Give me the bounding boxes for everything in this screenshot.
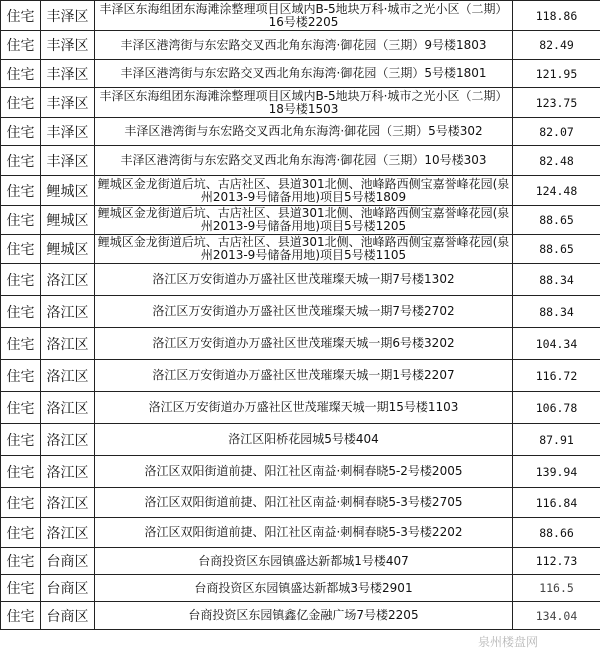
cell-type: 住宅 [1,264,41,296]
cell-district: 丰泽区 [41,88,95,118]
table-row [1,424,600,456]
cell-district: 洛江区 [41,360,95,392]
cell-address: 洛江区万安街道办万盛社区世茂璀璨天城一期7号楼2702 [95,296,513,328]
cell-type: 住宅 [1,575,41,602]
cell-type: 住宅 [1,602,41,630]
cell-address: 洛江区万安街道办万盛社区世茂璀璨天城一期1号楼2207 [95,360,513,392]
cell-district: 鲤城区 [41,235,95,264]
cell-area: 88.66 [513,518,600,548]
cell-type: 住宅 [1,548,41,575]
cell-district: 洛江区 [41,424,95,456]
cell-address: 洛江区双阳街道前捷、阳江社区南益·刺桐春晓5-3号楼2202 [95,518,513,548]
cell-area: 124.48 [513,176,600,206]
cell-district: 丰泽区 [41,118,95,146]
cell-type: 住宅 [1,488,41,518]
cell-address: 鲤城区金龙街道后坑、古店社区、县道301北侧、池峰路西侧宝嘉誉峰花园(泉州2013-9号储备用地)项目5号楼1809 [95,176,513,206]
table-row [1,176,600,206]
cell-type: 住宅 [1,392,41,424]
cell-type: 住宅 [1,88,41,118]
cell-area: 106.78 [513,392,600,424]
cell-area: 139.94 [513,456,600,488]
cell-district: 洛江区 [41,518,95,548]
cell-type: 住宅 [1,206,41,235]
table-body [1,1,600,630]
table-row [1,360,600,392]
table-row [1,488,600,518]
cell-district: 丰泽区 [41,146,95,176]
cell-address: 丰泽区港湾街与东宏路交叉西北角东海湾·御花园（三期）5号楼302 [95,118,513,146]
cell-type: 住宅 [1,456,41,488]
cell-district: 洛江区 [41,328,95,360]
cell-area: 82.07 [513,118,600,146]
cell-area: 88.65 [513,206,600,235]
cell-type: 住宅 [1,60,41,88]
table-row [1,518,600,548]
table-row [1,602,600,630]
table-row [1,456,600,488]
cell-area: 112.73 [513,548,600,575]
cell-district: 鲤城区 [41,206,95,235]
cell-area: 134.04 [513,602,600,630]
cell-district: 洛江区 [41,296,95,328]
cell-address: 洛江区万安街道办万盛社区世茂璀璨天城一期15号楼1103 [95,392,513,424]
cell-district: 鲤城区 [41,176,95,206]
table-row [1,548,600,575]
cell-type: 住宅 [1,146,41,176]
cell-district: 丰泽区 [41,60,95,88]
cell-type: 住宅 [1,296,41,328]
cell-area: 82.48 [513,146,600,176]
cell-type: 住宅 [1,176,41,206]
cell-type: 住宅 [1,1,41,31]
table-row [1,296,600,328]
cell-area: 123.75 [513,88,600,118]
cell-area: 87.91 [513,424,600,456]
table-row [1,1,600,31]
cell-address: 丰泽区港湾街与东宏路交叉西北角东海湾·御花园（三期）5号楼1801 [95,60,513,88]
cell-district: 洛江区 [41,264,95,296]
cell-area: 88.34 [513,296,600,328]
cell-area: 88.34 [513,264,600,296]
cell-area: 118.86 [513,1,600,31]
table-row [1,575,600,602]
table-row [1,31,600,60]
table-row [1,264,600,296]
cell-type: 住宅 [1,328,41,360]
cell-district: 洛江区 [41,488,95,518]
cell-area: 121.95 [513,60,600,88]
cell-type: 住宅 [1,235,41,264]
cell-address: 洛江区双阳街道前捷、阳江社区南益·刺桐春晓5-3号楼2705 [95,488,513,518]
cell-district: 洛江区 [41,392,95,424]
table-row [1,88,600,118]
cell-address: 台商投资区东园镇盛达新都城1号楼407 [95,548,513,575]
table-row [1,392,600,424]
cell-type: 住宅 [1,31,41,60]
cell-district: 丰泽区 [41,1,95,31]
cell-district: 台商区 [41,575,95,602]
cell-area: 116.72 [513,360,600,392]
cell-type: 住宅 [1,518,41,548]
table-row [1,206,600,235]
cell-address: 洛江区万安街道办万盛社区世茂璀璨天城一期7号楼1302 [95,264,513,296]
cell-type: 住宅 [1,118,41,146]
cell-district: 丰泽区 [41,31,95,60]
cell-type: 住宅 [1,424,41,456]
cell-address: 丰泽区东海组团东海滩涂整理项目区域内B-5地块万科·城市之光小区（二期）16号楼2205 [95,1,513,31]
table-row [1,118,600,146]
cell-address: 台商投资区东园镇鑫亿金融广场7号楼2205 [95,602,513,630]
cell-area: 116.84 [513,488,600,518]
cell-address: 丰泽区港湾街与东宏路交叉西北角东海湾·御花园（三期）10号楼303 [95,146,513,176]
cell-address: 洛江区阳桥花园城5号楼404 [95,424,513,456]
cell-address: 鲤城区金龙街道后坑、古店社区、县道301北侧、池峰路西侧宝嘉誉峰花园(泉州2013-9号储备用地)项目5号楼1205 [95,206,513,235]
cell-area: 104.34 [513,328,600,360]
cell-district: 台商区 [41,602,95,630]
cell-address: 台商投资区东园镇盛达新都城3号楼2901 [95,575,513,602]
cell-address: 丰泽区东海组团东海滩涂整理项目区域内B-5地块万科·城市之光小区（二期）18号楼1503 [95,88,513,118]
cell-address: 洛江区万安街道办万盛社区世茂璀璨天城一期6号楼3202 [95,328,513,360]
cell-district: 台商区 [41,548,95,575]
watermark: 泉州楼盘网 [478,635,539,649]
table-row [1,146,600,176]
cell-address: 鲤城区金龙街道后坑、古店社区、县道301北侧、池峰路西侧宝嘉誉峰花园(泉州2013-9号储备用地)项目5号楼1105 [95,235,513,264]
cell-district: 洛江区 [41,456,95,488]
table-row [1,60,600,88]
cell-area: 82.49 [513,31,600,60]
table-row [1,328,600,360]
cell-area: 88.65 [513,235,600,264]
cell-address: 洛江区双阳街道前捷、阳江社区南益·刺桐春晓5-2号楼2005 [95,456,513,488]
cell-area: 116.5 [513,575,600,602]
cell-type: 住宅 [1,360,41,392]
table-row [1,235,600,264]
cell-address: 丰泽区港湾街与东宏路交叉西北角东海湾·御花园（三期）9号楼1803 [95,31,513,60]
